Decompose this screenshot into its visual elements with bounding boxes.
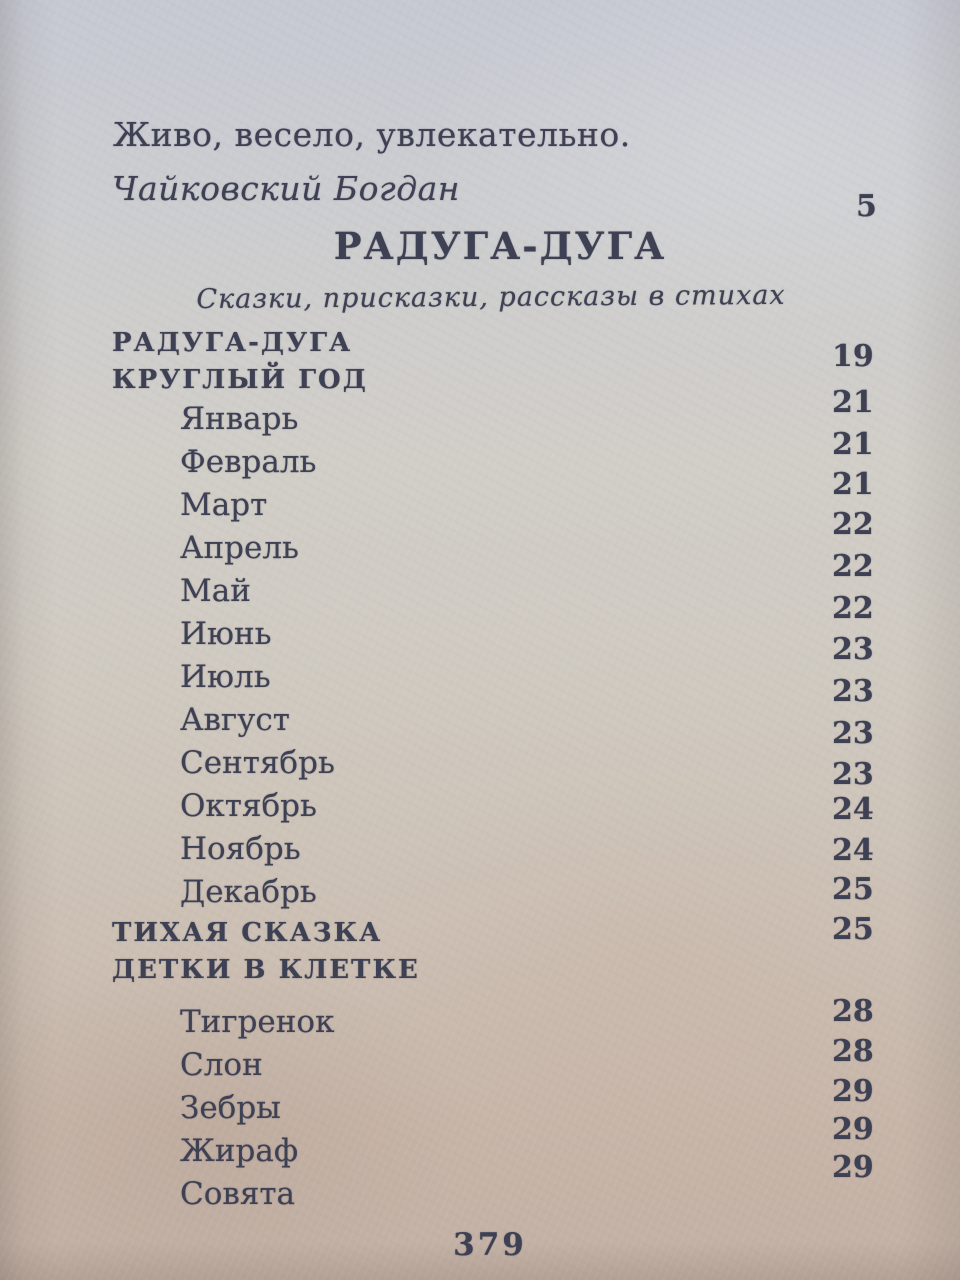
toc-entry-page: 21 (832, 427, 874, 462)
table-of-contents (112, 330, 878, 1222)
toc-entry-label: Июль (180, 659, 271, 695)
section-subtitle: Сказки, присказки, рассказы в стихах (196, 279, 786, 315)
toc-row (112, 702, 878, 751)
toc-entry-page: 21 (832, 467, 874, 502)
toc-entry-page: 23 (832, 757, 874, 792)
toc-entry-page: 22 (832, 507, 874, 542)
toc-entry-label: Июнь (180, 616, 272, 652)
toc-entry-page: 24 (832, 792, 874, 827)
toc-row (112, 1112, 878, 1179)
toc-entry-page: 25 (832, 912, 874, 947)
toc-row (112, 788, 878, 834)
toc-entry-page: 22 (832, 591, 874, 626)
folio-page-number: 379 (453, 1227, 527, 1263)
toc-entry-label: ТИХАЯ СКАЗКА (112, 918, 383, 948)
toc-entry-page: 21 (832, 385, 874, 420)
toc-row (112, 831, 878, 877)
toc-row (112, 957, 878, 994)
toc-entry-page: 25 (832, 872, 874, 907)
toc-row (112, 444, 878, 502)
toc-entry-label: Зебры (180, 1090, 281, 1126)
toc-row (112, 616, 878, 667)
toc-row (112, 659, 878, 709)
section-title: РАДУГА-ДУГА (333, 224, 667, 268)
toc-row (112, 1034, 878, 1093)
toc-entry-page: 19 (832, 339, 874, 374)
toc-entry-page: 22 (832, 549, 874, 584)
toc-row (112, 745, 878, 792)
toc-row (112, 530, 878, 584)
toc-entry-label: Совята (180, 1176, 296, 1212)
toc-entry-label: ДЕТКИ В КЛЕТКЕ (112, 955, 420, 985)
toc-entry-label: Ноябрь (180, 831, 301, 867)
toc-entry-label: Февраль (180, 444, 317, 480)
toc-entry-page: 29 (832, 1150, 874, 1185)
epigraph-page-number: 5 (856, 189, 877, 224)
toc-entry-label: Август (180, 702, 290, 738)
toc-row (112, 1074, 878, 1136)
toc-entry-label: Тигренок (180, 1004, 335, 1040)
toc-entry-label: Май (180, 573, 251, 609)
toc-row (112, 328, 878, 374)
toc-entry-page: 23 (832, 716, 874, 751)
toc-entry-label: Апрель (180, 530, 299, 566)
toc-entry-label: Март (180, 487, 268, 523)
toc-entry-label: Октябрь (180, 788, 317, 824)
toc-row (112, 994, 878, 1050)
toc-row (112, 487, 878, 542)
toc-entry-page: 24 (832, 833, 874, 868)
toc-entry-page: 28 (832, 1034, 874, 1069)
toc-entry-page: 28 (832, 994, 874, 1029)
toc-row (112, 573, 878, 626)
toc-entry-page: 23 (832, 674, 874, 709)
epigraph-line-1: Живо, весело, увлекательно. (113, 115, 631, 154)
toc-entry-page: 29 (832, 1112, 874, 1147)
toc-row (112, 912, 878, 957)
epigraph-line-2: Чайковский Богдан (112, 169, 461, 208)
toc-entry-label: РАДУГА-ДУГА (112, 328, 353, 358)
toc-entry-label: Декабрь (180, 874, 317, 910)
toc-entry-page: 23 (832, 632, 874, 667)
toc-entry-label: Слон (180, 1047, 263, 1083)
toc-entry-label: Январь (180, 401, 299, 437)
toc-entry-label: КРУГЛЫЙ ГОД (112, 365, 368, 395)
toc-entry-label: Жираф (180, 1133, 299, 1169)
toc-entry-page: 29 (832, 1074, 874, 1109)
toc-row (112, 872, 878, 920)
toc-entry-label: Сентябрь (180, 745, 335, 781)
